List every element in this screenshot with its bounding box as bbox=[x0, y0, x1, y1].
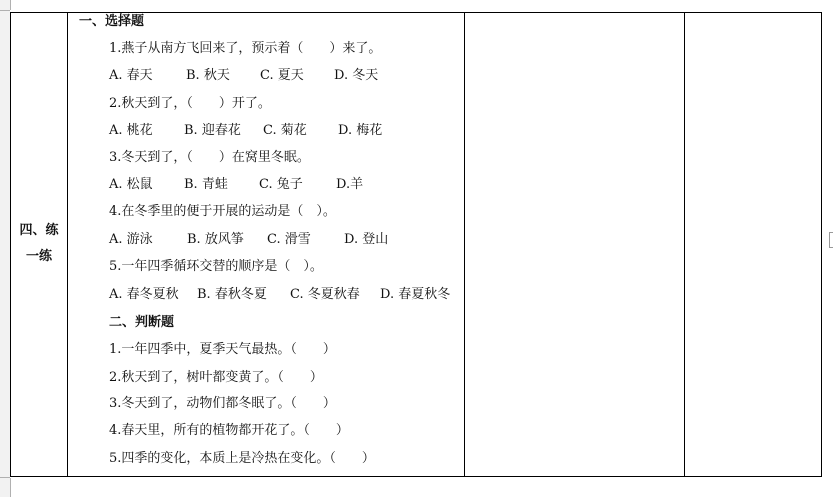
option: D. 梅花 bbox=[338, 123, 383, 138]
option: C. 菊花 bbox=[263, 123, 307, 138]
column-divider bbox=[464, 13, 465, 476]
section-heading-judgement: 二、判断题 bbox=[109, 315, 175, 330]
row-label-line1: 四、练 bbox=[19, 223, 59, 238]
question-stem: 5.一年四季循环交替的顺序是（ ）。 bbox=[109, 259, 323, 274]
question-stem: 3.冬天到了，（ ）在窝里冬眠。 bbox=[109, 150, 310, 165]
option: B. 放风筝 bbox=[187, 232, 244, 247]
option: A. 桃花 bbox=[109, 123, 153, 138]
option: D. 登山 bbox=[344, 232, 389, 247]
row-label-line2: 一练 bbox=[25, 249, 52, 264]
option: A. 游泳 bbox=[109, 232, 153, 247]
option: A. 春冬夏秋 bbox=[109, 287, 179, 302]
option: C. 兔子 bbox=[259, 177, 303, 192]
option: C. 冬夏秋春 bbox=[290, 287, 360, 302]
column-divider bbox=[684, 13, 685, 476]
crop-mark-top-h bbox=[0, 10, 10, 11]
judgement-item: 3.冬天到了，动物们都冬眠了。（ ） bbox=[109, 396, 336, 411]
judgement-item: 2.秋天到了，树叶都变黄了。（ ） bbox=[109, 370, 323, 385]
column-divider bbox=[67, 13, 68, 476]
judgement-item: 5.四季的变化，本质上是冷热在变化。（ ） bbox=[109, 451, 375, 466]
option: C. 夏天 bbox=[260, 68, 304, 83]
page-edge-marker bbox=[829, 232, 833, 248]
question-options bbox=[109, 230, 388, 250]
option: B. 青蛙 bbox=[184, 177, 228, 192]
question-options bbox=[109, 285, 450, 305]
crop-mark-top bbox=[10, 0, 11, 10]
option: B. 迎春花 bbox=[184, 123, 241, 138]
question-options bbox=[109, 121, 382, 141]
question-stem: 1.燕子从南方飞回来了，预示着（ ）来了。 bbox=[109, 41, 382, 56]
option: A. 春天 bbox=[109, 68, 153, 83]
option: B. 春秋冬夏 bbox=[197, 287, 267, 302]
option: C. 滑雪 bbox=[267, 232, 311, 247]
exercise-table bbox=[10, 12, 822, 477]
judgement-item: 1.一年四季中，夏季天气最热。（ ） bbox=[109, 342, 336, 357]
question-options bbox=[109, 66, 378, 86]
judgement-item: 4.春天里，所有的植物都开花了。（ ） bbox=[109, 423, 349, 438]
question-options bbox=[109, 175, 363, 195]
option: D. 春夏秋冬 bbox=[380, 287, 451, 302]
option: D. 冬天 bbox=[334, 68, 379, 83]
option: B. 秋天 bbox=[186, 68, 230, 83]
left-margin-bar bbox=[0, 0, 10, 497]
question-stem: 2.秋天到了，（ ）开了。 bbox=[109, 96, 271, 111]
option: D.羊 bbox=[336, 177, 364, 192]
option: A. 松鼠 bbox=[109, 177, 153, 192]
crop-mark-bottom bbox=[10, 478, 11, 497]
crop-mark-bottom-h bbox=[0, 477, 10, 478]
section-heading-choice: 一、选择题 bbox=[79, 14, 145, 29]
question-stem: 4.在冬季里的便于开展的运动是（ ）。 bbox=[109, 204, 336, 219]
